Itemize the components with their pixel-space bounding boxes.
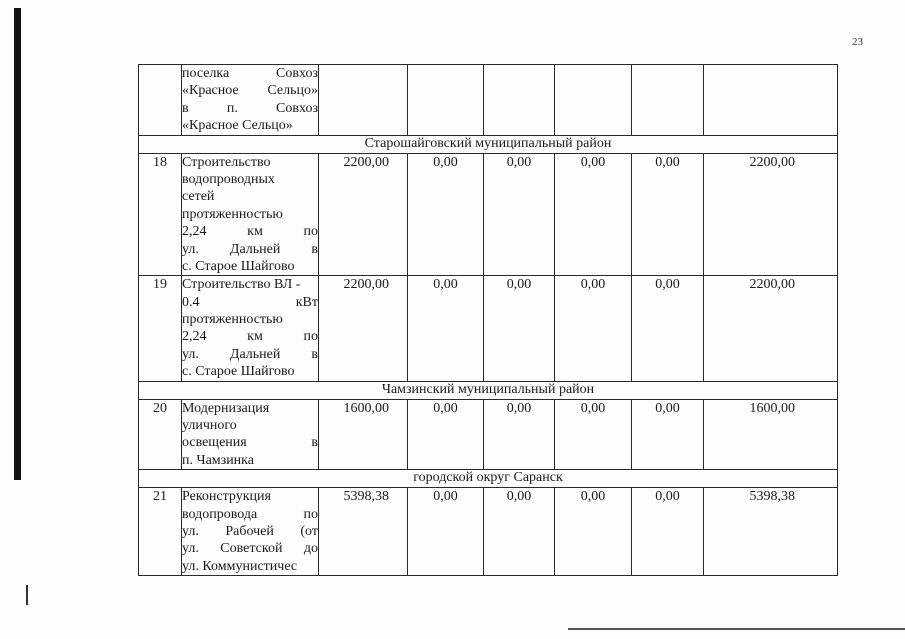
table-row (139, 276, 838, 381)
description-line: Модернизация (182, 400, 270, 416)
value-cell: 0,00 (555, 399, 632, 470)
description-line: с. Старое Шайгово (182, 258, 295, 274)
value-cell: 1600,00 (319, 399, 408, 470)
section-title: Старошайговский муниципальный район (139, 135, 838, 153)
value-cell: 0,00 (555, 488, 632, 576)
value-cell: 5398,38 (319, 488, 408, 576)
value-cell: 0,00 (484, 153, 555, 276)
value-cell (408, 65, 484, 136)
description-line: Реконструкция (182, 489, 271, 505)
value-cell: 0,00 (555, 153, 632, 276)
value-cell: 0,00 (408, 399, 484, 470)
value-cell: 0,00 (632, 276, 704, 381)
page-number: 23 (852, 36, 863, 48)
description-line: 2,24 км по (182, 224, 318, 240)
row-description (182, 153, 319, 276)
value-cell (632, 65, 704, 136)
value-cell (484, 65, 555, 136)
value-cell: 2200,00 (704, 276, 838, 381)
description-line: «Красное Сельцо» (182, 118, 293, 134)
description-line: с. Старое Шайгово (182, 364, 295, 380)
row-description (182, 399, 319, 470)
value-cell: 0,00 (484, 276, 555, 381)
value-cell: 2200,00 (319, 153, 408, 276)
table-row (139, 153, 838, 276)
row-number: 19 (139, 276, 182, 381)
description-line: ул. Дальней в (182, 241, 318, 257)
value-cell: 0,00 (484, 488, 555, 576)
description-line: ул. Коммунистичес (182, 558, 298, 574)
description-line: Строительство ВЛ - (182, 277, 301, 293)
description-line: водопровода по (182, 506, 318, 522)
description-line: освещения в (182, 435, 318, 451)
description-line: 0.4 кВт (182, 294, 318, 310)
value-cell: 2200,00 (319, 276, 408, 381)
value-cell: 2200,00 (704, 153, 838, 276)
row-description (182, 65, 319, 136)
row-description (182, 488, 319, 576)
description-line: ул. Дальней в (182, 346, 318, 362)
section-header-row (139, 470, 838, 488)
scan-edge-mark (14, 8, 21, 480)
description-line: водопроводных (182, 171, 275, 187)
description-line: протяженностью (182, 206, 283, 222)
budget-table (138, 64, 838, 576)
table-row (139, 488, 838, 576)
description-line: «Красное Сельцо» (182, 83, 318, 99)
row-number: 21 (139, 488, 182, 576)
description-line: протяженностью (182, 312, 283, 328)
row-description (182, 276, 319, 381)
value-cell: 0,00 (632, 399, 704, 470)
row-number: 18 (139, 153, 182, 276)
value-cell: 1600,00 (704, 399, 838, 470)
description-line: п. Чамзинка (182, 452, 254, 468)
value-cell (704, 65, 838, 136)
description-line: сетей (182, 189, 215, 205)
description-line: 2,24 км по (182, 329, 318, 345)
section-title: Чамзинский муниципальный район (139, 381, 838, 399)
description-line: ул. Рабочей (от (182, 523, 318, 539)
row-number-cell (139, 65, 182, 136)
value-cell: 0,00 (484, 399, 555, 470)
description-line: Строительство (182, 154, 271, 170)
section-title: городской округ Саранск (139, 470, 838, 488)
row-number: 20 (139, 399, 182, 470)
value-cell: 0,00 (632, 488, 704, 576)
value-cell: 0,00 (632, 153, 704, 276)
value-cell: 0,00 (408, 488, 484, 576)
footer-rule (568, 628, 905, 630)
scan-edge-mark-small (26, 585, 28, 605)
description-line: поселка Совхоз (182, 66, 318, 81)
value-cell (319, 65, 408, 136)
table-row-continuation (139, 65, 838, 136)
value-cell (555, 65, 632, 136)
section-header-row (139, 135, 838, 153)
section-header-row (139, 381, 838, 399)
table-row (139, 399, 838, 470)
value-cell: 5398,38 (704, 488, 838, 576)
value-cell: 0,00 (408, 153, 484, 276)
value-cell: 0,00 (555, 276, 632, 381)
description-line: ул. Советской до (182, 541, 318, 557)
value-cell: 0,00 (408, 276, 484, 381)
description-line: уличного (182, 418, 237, 434)
description-line: в п. Совхоз (182, 100, 318, 116)
